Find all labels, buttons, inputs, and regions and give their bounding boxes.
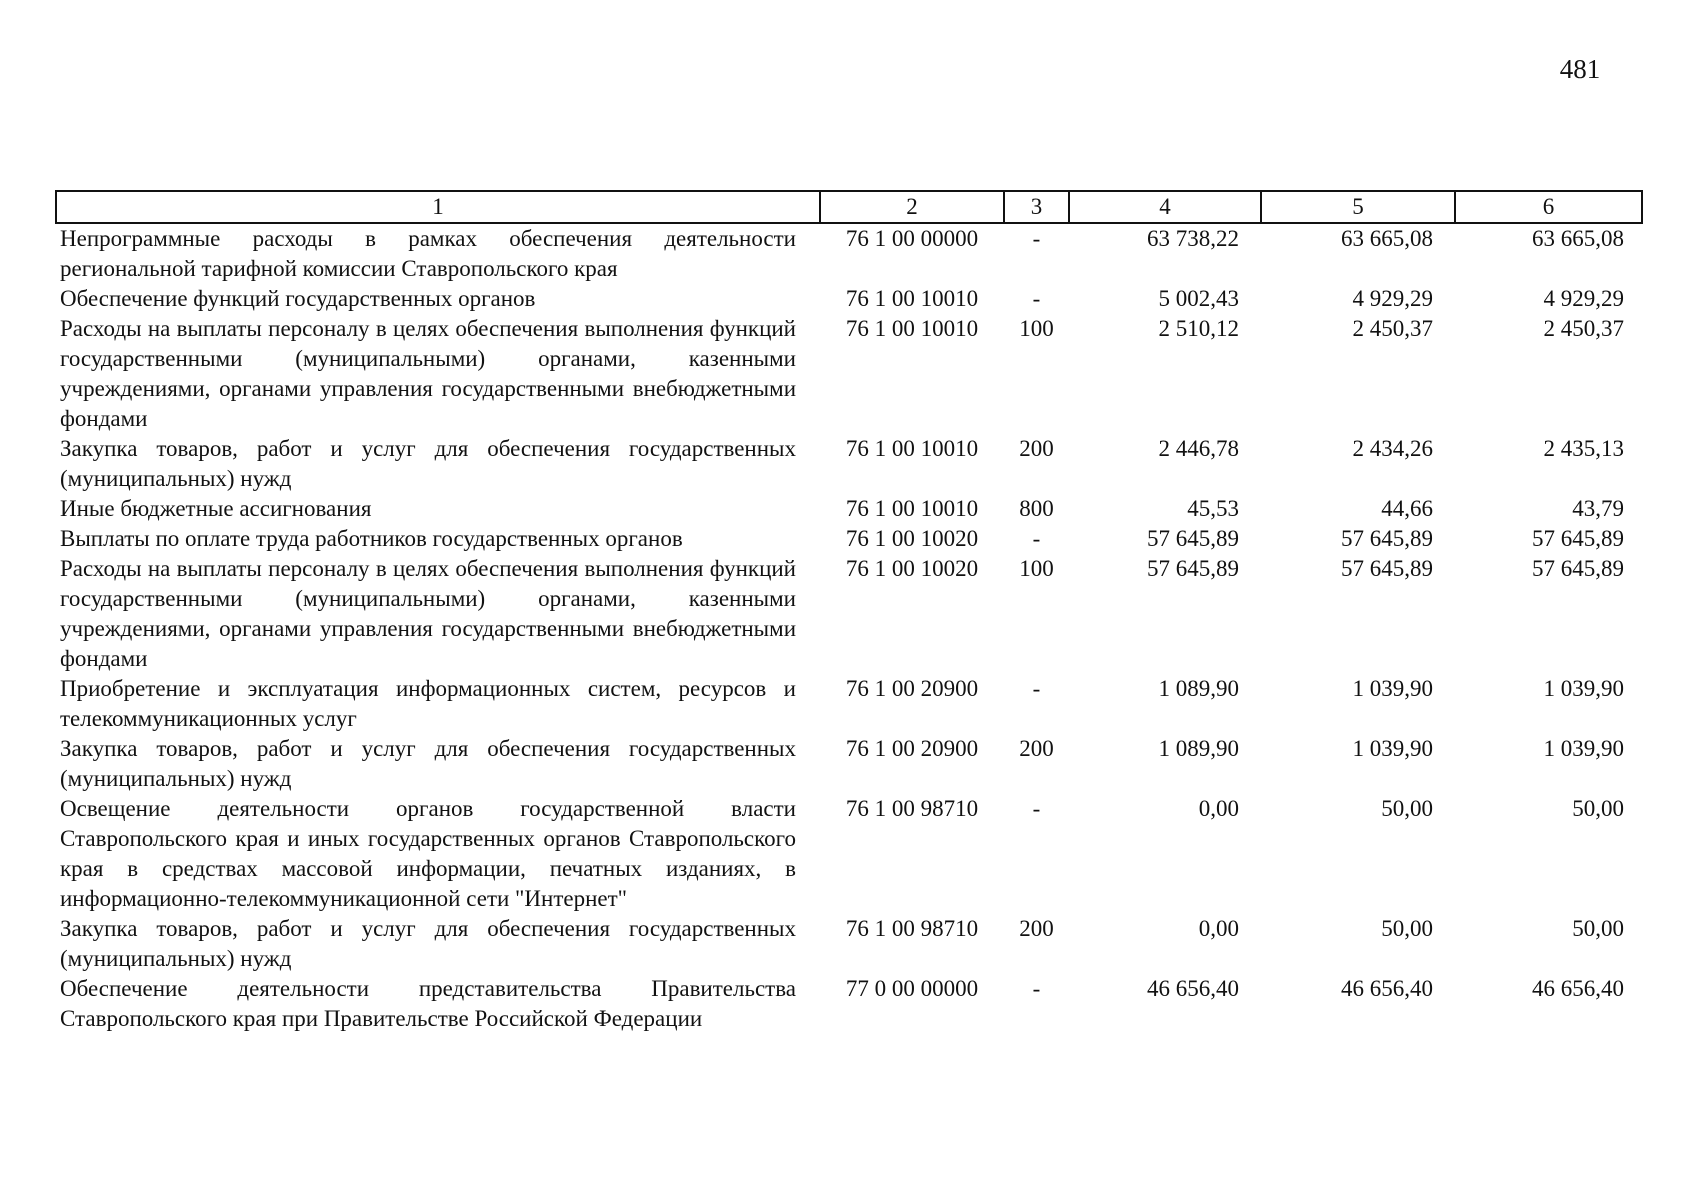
amount-col6: 50,00 (1572, 916, 1624, 941)
expense-name: Иные бюджетные ассигнования (60, 496, 372, 521)
column-header-4: 4 (1069, 191, 1261, 223)
amount-col4: 5 002,43 (1158, 286, 1239, 311)
amount-col4: 57 645,89 (1147, 526, 1239, 551)
amount-col6: 2 450,37 (1543, 316, 1624, 341)
amount-col5: 57 645,89 (1341, 526, 1433, 551)
target-code: 76 1 00 10010 (845, 286, 979, 311)
table-row (56, 524, 1642, 554)
amount-col4: 1 089,90 (1158, 736, 1239, 761)
table-row (56, 284, 1642, 314)
table-row (56, 974, 1642, 1034)
amount-col6: 1 039,90 (1543, 676, 1624, 701)
amount-col5: 2 450,37 (1352, 316, 1433, 341)
amount-col6: 50,00 (1572, 796, 1624, 821)
budget-table (55, 190, 1643, 1034)
column-header-2: 2 (820, 191, 1004, 223)
amount-col5: 2 434,26 (1352, 436, 1433, 461)
expense-name: Приобретение и эксплуатация информационных систем, ресурсов и телекоммуникационных услуг (60, 676, 796, 731)
amount-col5: 46 656,40 (1341, 976, 1433, 1001)
expense-kind: - (1032, 526, 1041, 551)
amount-col4: 57 645,89 (1147, 556, 1239, 581)
target-code: 76 1 00 10010 (845, 316, 979, 341)
expense-name: Закупка товаров, работ и услуг для обеспечения государственных (муниципальных) нужд (60, 436, 796, 491)
target-code: 76 1 00 20900 (845, 736, 979, 761)
amount-col6: 1 039,90 (1543, 736, 1624, 761)
expense-kind: 800 (1019, 496, 1054, 521)
amount-col5: 50,00 (1381, 796, 1433, 821)
expense-kind: 100 (1019, 316, 1054, 341)
amount-col4: 46 656,40 (1147, 976, 1239, 1001)
target-code: 76 1 00 20900 (845, 676, 979, 701)
expense-name: Обеспечение функций государственных органов (60, 286, 536, 311)
table-row (56, 674, 1642, 734)
expense-kind: - (1032, 226, 1041, 251)
target-code: 76 1 00 10020 (845, 526, 979, 551)
table-row (56, 794, 1642, 914)
expense-name: Закупка товаров, работ и услуг для обеспечения государственных (муниципальных) нужд (60, 916, 796, 971)
expense-kind: 200 (1019, 736, 1054, 761)
table-row (56, 554, 1642, 674)
amount-col6: 57 645,89 (1532, 526, 1624, 551)
table-row (56, 223, 1642, 284)
amount-col4: 45,53 (1187, 496, 1239, 521)
expense-name: Обеспечение деятельности представительства Правительства Ставропольского края при Правительстве Российской Федерации (60, 976, 796, 1031)
amount-col5: 44,66 (1381, 496, 1433, 521)
expense-kind: 100 (1019, 556, 1054, 581)
column-header-6: 6 (1455, 191, 1642, 223)
amount-col4: 2 446,78 (1158, 436, 1239, 461)
table-row (56, 914, 1642, 974)
table-header (56, 191, 1642, 223)
target-code: 76 1 00 10010 (845, 436, 979, 461)
expense-kind: - (1032, 286, 1041, 311)
expense-name: Расходы на выплаты персоналу в целях обеспечения выполнения функций государственными (муниципальными) органами, казенными учреждениями, органами управления государственными внебюджетными фондами (60, 316, 796, 431)
expense-name: Расходы на выплаты персоналу в целях обеспечения выполнения функций государственными (муниципальными) органами, казенными учреждениями, органами управления государственными внебюджетными фондами (60, 556, 796, 671)
amount-col5: 1 039,90 (1352, 676, 1433, 701)
amount-col5: 1 039,90 (1352, 736, 1433, 761)
table-row (56, 494, 1642, 524)
table-row (56, 434, 1642, 494)
expense-name: Выплаты по оплате труда работников государственных органов (60, 526, 683, 551)
page-number: 481 (1559, 54, 1601, 84)
expense-kind: - (1032, 976, 1041, 1001)
table-row (56, 314, 1642, 434)
amount-col4: 63 738,22 (1147, 226, 1239, 251)
target-code: 76 1 00 98710 (845, 796, 979, 821)
column-header-3: 3 (1004, 191, 1069, 223)
amount-col6: 46 656,40 (1532, 976, 1624, 1001)
amount-col5: 57 645,89 (1341, 556, 1433, 581)
column-header-1: 1 (56, 191, 820, 223)
expense-kind: 200 (1019, 436, 1054, 461)
header-row (56, 191, 1642, 223)
expense-name: Закупка товаров, работ и услуг для обеспечения государственных (муниципальных) нужд (60, 736, 796, 791)
target-code: 76 1 00 00000 (845, 226, 979, 251)
table-row (56, 734, 1642, 794)
amount-col6: 43,79 (1572, 496, 1624, 521)
expense-kind: - (1032, 796, 1041, 821)
amount-col5: 50,00 (1381, 916, 1433, 941)
target-code: 76 1 00 10020 (845, 556, 979, 581)
expense-kind: - (1032, 676, 1041, 701)
column-header-5: 5 (1261, 191, 1455, 223)
amount-col4: 0,00 (1198, 796, 1239, 821)
amount-col6: 2 435,13 (1543, 436, 1624, 461)
expense-name: Непрограммные расходы в рамках обеспечения деятельности региональной тарифной комиссии Ставропольского края (60, 226, 796, 281)
amount-col6: 63 665,08 (1532, 226, 1624, 251)
amount-col6: 4 929,29 (1543, 286, 1624, 311)
target-code: 76 1 00 98710 (845, 916, 979, 941)
amount-col6: 57 645,89 (1532, 556, 1624, 581)
target-code: 77 0 00 00000 (845, 976, 979, 1001)
amount-col5: 4 929,29 (1352, 286, 1433, 311)
amount-col4: 0,00 (1198, 916, 1239, 941)
table-body (56, 223, 1642, 1034)
amount-col4: 1 089,90 (1158, 676, 1239, 701)
target-code: 76 1 00 10010 (845, 496, 979, 521)
expense-kind: 200 (1019, 916, 1054, 941)
amount-col5: 63 665,08 (1341, 226, 1433, 251)
amount-col4: 2 510,12 (1158, 316, 1239, 341)
expense-name: Освещение деятельности органов государственной власти Ставропольского края и иных государственных органов Ставропольского края в средствах массовой информации, печатных изданиях, в информационно-телекоммуникационной сети "Интернет" (60, 796, 796, 911)
